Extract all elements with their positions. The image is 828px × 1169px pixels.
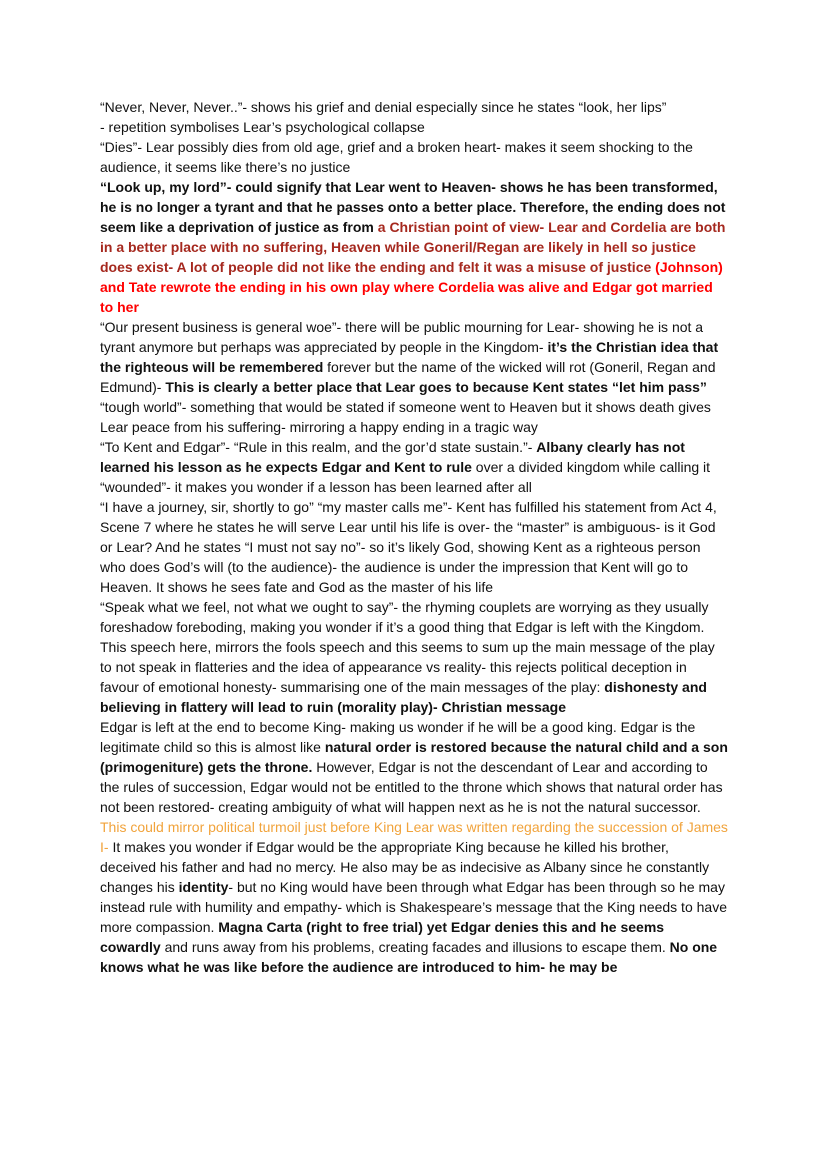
text-run: “Speak what we feel, not what we ought to say”- the rhyming couplets are worrying as they usually foreshadow foreboding, making you wonder if it’s a good thing that Edgar is left with the Kingdom. This speech here, mirrors the fools speech and this seems to sum up the main message of the play to not speak in flatteries and the idea of appearance vs reality- this rejects political deception in favour of emotional honesty- summarising one of the main messages of the play: [100, 599, 715, 695]
paragraph [100, 97, 728, 137]
text-run: “Never, Never, Never..”- shows his grief and denial especially since he states “look, her lips” [100, 99, 667, 115]
text-run: - repetition symbolises Lear’s psychological collapse [100, 119, 425, 135]
paragraph [100, 437, 728, 497]
text-run: natural order is restored because the natural child and a son (primogeniture) gets the throne. [100, 739, 728, 775]
text-run: Edgar is left at the end to become King- making us wonder if he will be a good king. Edgar is the legitimate child so this is almost like [100, 719, 696, 755]
text-run: This could mirror political turmoil just before King Lear was written regarding the succession of James I- [100, 819, 728, 855]
text-run: “I have a journey, sir, shortly to go” “my master calls me”- Kent has fulfilled his statement from Act 4, Scene 7 where he states he will serve Lear until his life is over- the “master” is ambiguous- is it God or Lear? And he states “I must not say no”- so it’s likely God, showing Kent as a righteous person who does God’s will (to the audience)- the audience is under the impression that Kent will go to Heaven. It shows he sees fate and God as the master of his life [100, 499, 717, 595]
text-run: Magna Carta (right to free trial) yet Edgar denies this and he seems cowardly [100, 919, 665, 955]
text-run: forever but the name of the wicked will rot (Goneril, Regan and Edmund)- [100, 359, 716, 395]
text-run: However, Edgar is not the descendant of Lear and according to the rules of succession, Edgar would not be entitled to the throne which shows that natural order has not been restored- creating ambiguity of what will happen next as he is not the natural successor. [100, 759, 723, 815]
paragraph [100, 497, 728, 597]
text-run: a Christian point of view- Lear and Cordelia are both in a better place with no suffering, Heaven while Goneril/Regan are likely in hell so justice does exist- A lot of people did not like the ending and felt it was a misuse of justice [100, 219, 726, 275]
text-run: dishonesty and believing in flattery will lead to ruin (morality play)- Christian message [100, 679, 707, 715]
text-run: Albany clearly has not learned his lesson as he expects Edgar and Kent to rule [100, 439, 685, 475]
paragraph [100, 177, 728, 317]
text-run: identity [178, 879, 229, 895]
paragraph [100, 597, 728, 717]
paragraph [100, 137, 728, 177]
text-run: (Johnson) and Tate rewrote the ending in his own play where Cordelia was alive and Edgar got married to her [100, 259, 723, 315]
text-run: “Look up, my lord”- could signify that Lear went to Heaven- shows he has been transformed, he is no longer a tyrant and that he passes onto a better place. Therefore, the ending does not seem like a deprivation of justice as from [100, 179, 726, 235]
document-body[interactable] [100, 97, 728, 977]
text-run: it’s the Christian idea that the righteous will be remembered [100, 339, 719, 375]
paragraph [100, 317, 728, 437]
text-run: “Our present business is general woe”- there will be public mourning for Lear- showing he is not a tyrant anymore but perhaps was appreciated by people in the Kingdom- [100, 319, 704, 355]
text-run: “To Kent and Edgar”- “Rule in this realm, and the gor’d state sustain.”- [100, 439, 537, 455]
paragraph [100, 717, 728, 977]
text-run: - but no King would have been through what Edgar has been through so he may instead rule with humility and empathy- which is Shakespeare’s message that the King needs to have more compassion. [100, 879, 727, 935]
text-run: No one knows what he was like before the audience are introduced to him- he may be [100, 939, 718, 975]
text-run: and runs away from his problems, creating facades and illusions to escape them. [164, 939, 670, 955]
text-run: over a divided kingdom while calling it “wounded”- it makes you wonder if a lesson has been learned after all [100, 459, 711, 495]
text-run: “Dies”- Lear possibly dies from old age, grief and a broken heart- makes it seem shocking to the audience, it seems like there’s no justice [100, 139, 693, 175]
text-run: This is clearly a better place that Lear goes to because Kent states “let him pass” [165, 379, 707, 395]
text-run: “tough world”- something that would be stated if someone went to Heaven but it shows death gives Lear peace from his suffering- mirroring a happy ending in a tragic way [100, 399, 711, 435]
text-run: It makes you wonder if Edgar would be the appropriate King because he killed his brother, deceived his father and had no mercy. He also may be as indecisive as Albany since he constantly changes his [100, 839, 710, 895]
